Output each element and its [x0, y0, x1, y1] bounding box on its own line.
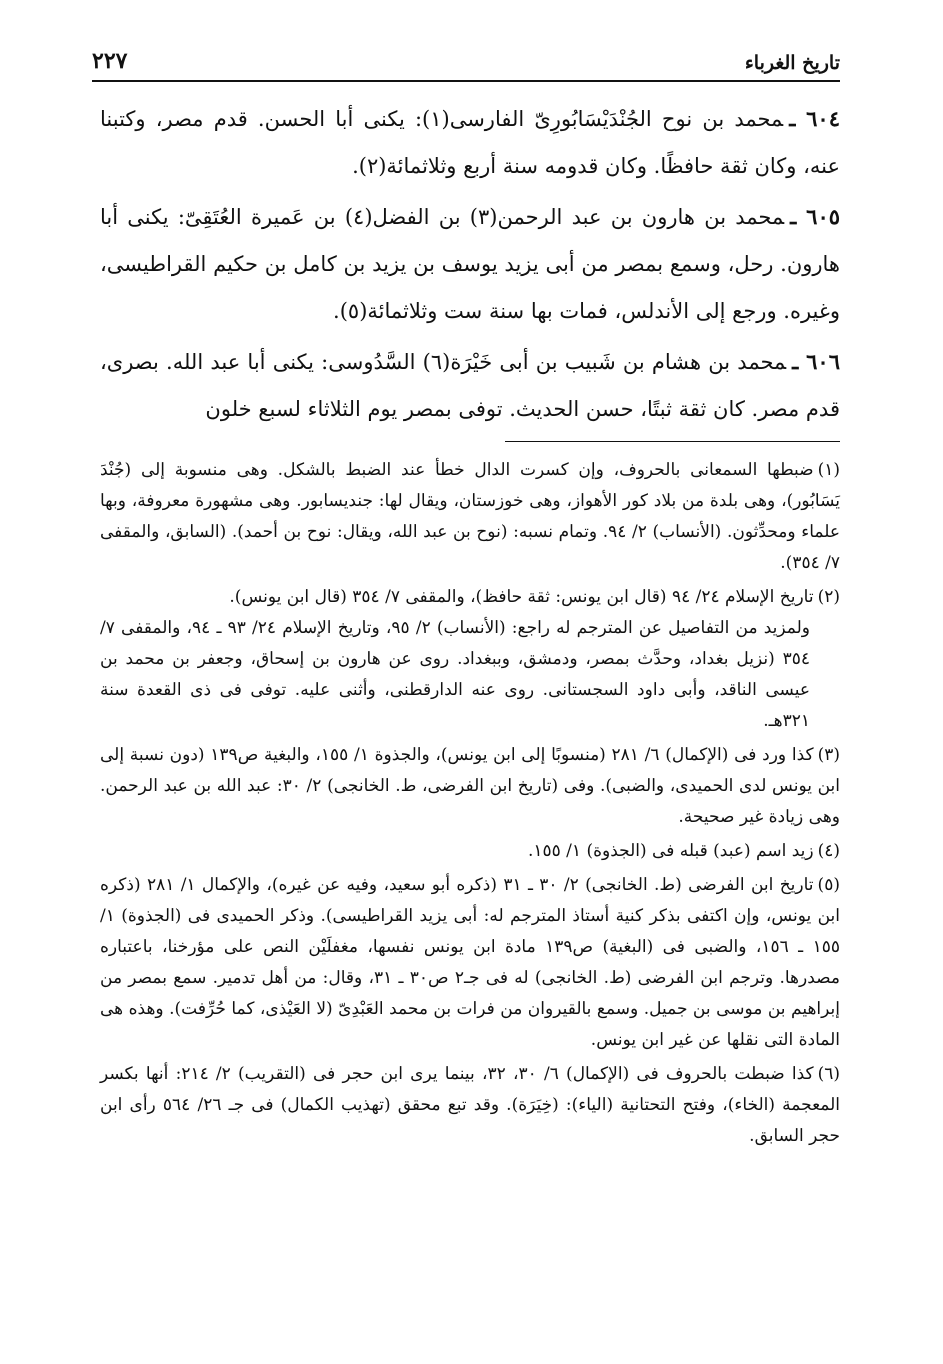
entry-number: ٦٠٥ ـ — [790, 204, 840, 229]
footnote-label: (٢) — [817, 587, 840, 607]
page-header — [92, 42, 840, 82]
footnote — [100, 582, 840, 737]
entry-text: محمد بن هارون بن عبد الرحمن(٣) بن الفضل(٤) بن عَميرة العُتَقِىّ: يكنى أبا هارون. رحل، وسمع بمصر من أبى يزيد يوسف بن يزيد بن كامل بن حكيم القراطيسى، وغيره. ورجع إلى الأندلس، فمات بها سنة ست وثلاثمائة(٥). — [100, 205, 840, 323]
entry-text: محمد بن نوح الجُنْدَيْسَابُورِىّ الفارسى(١): يكنى أبا الحسن. قدم مصر، وكتبنا عنه، وكان ثقة حافظًا. وكان قدومه سنة أربع وثلاثمائة(٢). — [100, 107, 840, 178]
footnotes — [100, 455, 840, 1155]
footnote-label: (٤) — [817, 841, 840, 861]
entry-text: محمد بن هشام بن شَبيب بن أبى خَيْرَة(٦) السَّدُوسى: يكنى أبا عبد الله. بصرى، قدم مصر. كان ثقة ثبتًا، حسن الحديث. توفى بمصر يوم الثلاثاء لسبع خلون — [100, 350, 840, 421]
biography-entry — [100, 193, 840, 335]
footnote-label: (٦) — [817, 1064, 841, 1084]
footnote-continuation: ولمزيد من التفاصيل عن المترجم له راجع: (الأنساب) ٢/ ٩٥، وتاريخ الإسلام ٢٤/ ٩٣ ـ ٩٤، والمقفى ٧/ ٣٥٤ (نزيل بغداد، وحدَّث بمصر، ودمشق، وببغداد. روى عن هارون بن إسحاق، وجعفر بن محمد بن عيسى الناقد، وأبى داود السجستانى. روى عنه الدارقطنى، وأثنى عليه. توفى فى ذى القعدة سنة ٣٢١هـ. — [100, 618, 811, 731]
entry-number: ٦٠٦ ـ — [792, 349, 840, 374]
page-number: ٢٢٧ — [92, 48, 128, 74]
entry-number: ٦٠٤ ـ — [789, 106, 840, 131]
footnote — [100, 870, 840, 1056]
footnote-text: تاريخ ابن الفرضى (ط. الخانجى) ٢/ ٣٠ ـ ٣١ (ذكره أبو سعيد، وفيه عن غيره)، والإكمال ١/ ٢٨١ (ذكره ابن يونس، وإن اكتفى بذكر كنية أستاذ المترجم له: أبى يزيد القراطيسى). وذكر الحميدى فى (الجذوة) ١/ ١٥٥ ـ ١٥٦، والضبى فى (البغية) ص١٣٩ مادة ابن يونس نفسها، مغفلَيْن النص على مؤرخنا، باعتباره مصدرها. وترجم ابن الفرضى (ط. الخانجى) له فى جـ٢ ص٣٠ ـ ٣١، وقال: من أهل تدمير. سمع بمصر من إبراهيم بن موسى بن جميل. وسمع بالقيروان من فرات بن محمد العَبْدِىّ (لا العَيْذى، كما حُرِّفت). وهذه هى المادة التى نقلها عن غير ابن يونس. — [100, 875, 840, 1050]
footnote — [100, 455, 840, 579]
footnote — [100, 1059, 840, 1152]
footnote-label: (٥) — [817, 875, 840, 895]
footnote-text: كذا ورد فى (الإكمال) ٦/ ٢٨١ (منسوبًا إلى ابن يونس)، والجذوة ١/ ١٥٥، والبغية ص١٣٩ (دون نسبة إلى ابن يونس لدى الحميدى، والضبى). وفى (تاريخ ابن الفرضى، ط. الخانجى) ٢/ ٣٠: عبد الله بن عبد الرحمن. وهى زيادة غير صحيحة. — [100, 745, 840, 827]
footnote-text: كذا ضبطت بالحروف فى (الإكمال) ٦/ ٣٠، ٣٢، بينما يرى ابن حجر فى (التقريب) ٢/ ٢١٤: أنها بكسر المعجمة (الخاء)، وفتح التحتانية (الياء): (خِيَرَة). وقد تبع محقق (تهذيب الكمال) فى جـ ٢٦/ ٥٦٤ رأى ابن حجر السابق. — [100, 1064, 840, 1146]
main-text — [100, 95, 840, 436]
biography-entry — [100, 95, 840, 190]
footnote-text: زيد اسم (عبد) قبله فى (الجذوة) ١/ ١٥٥. — [527, 841, 814, 861]
running-title: تاريخ الغرباء — [744, 52, 840, 74]
footnote-text: ضبطها السمعانى بالحروف، وإن كسرت الدال خطأ عند الضبط بالشكل. وهى منسوبة إلى (جُنْدَ يَسَابُور)، وهى بلدة من بلاد كور الأهواز، وهى خوزستان، ويقال لها: جنديسابور. وهى مشهورة معروفة، وبها علماء ومحدِّثون. (الأنساب) ٢/ ٩٤. وتمام نسبه: (نوح بن عبد الله، ويقال: نوح بن أحمد). (السابق، والمقفى ٧/ ٣٥٤). — [100, 460, 840, 573]
biography-entry — [100, 338, 840, 433]
footnote-separator — [505, 441, 840, 442]
footnote — [100, 836, 840, 867]
footnote-label: (٣) — [817, 745, 841, 765]
footnote-text: تاريخ الإسلام ٢٤/ ٩٤ (قال ابن يونس: ثقة حافظ)، والمقفى ٧/ ٣٥٤ (قال ابن يونس). — [229, 587, 814, 607]
footnote — [100, 740, 840, 833]
footnote-label: (١) — [817, 460, 840, 480]
